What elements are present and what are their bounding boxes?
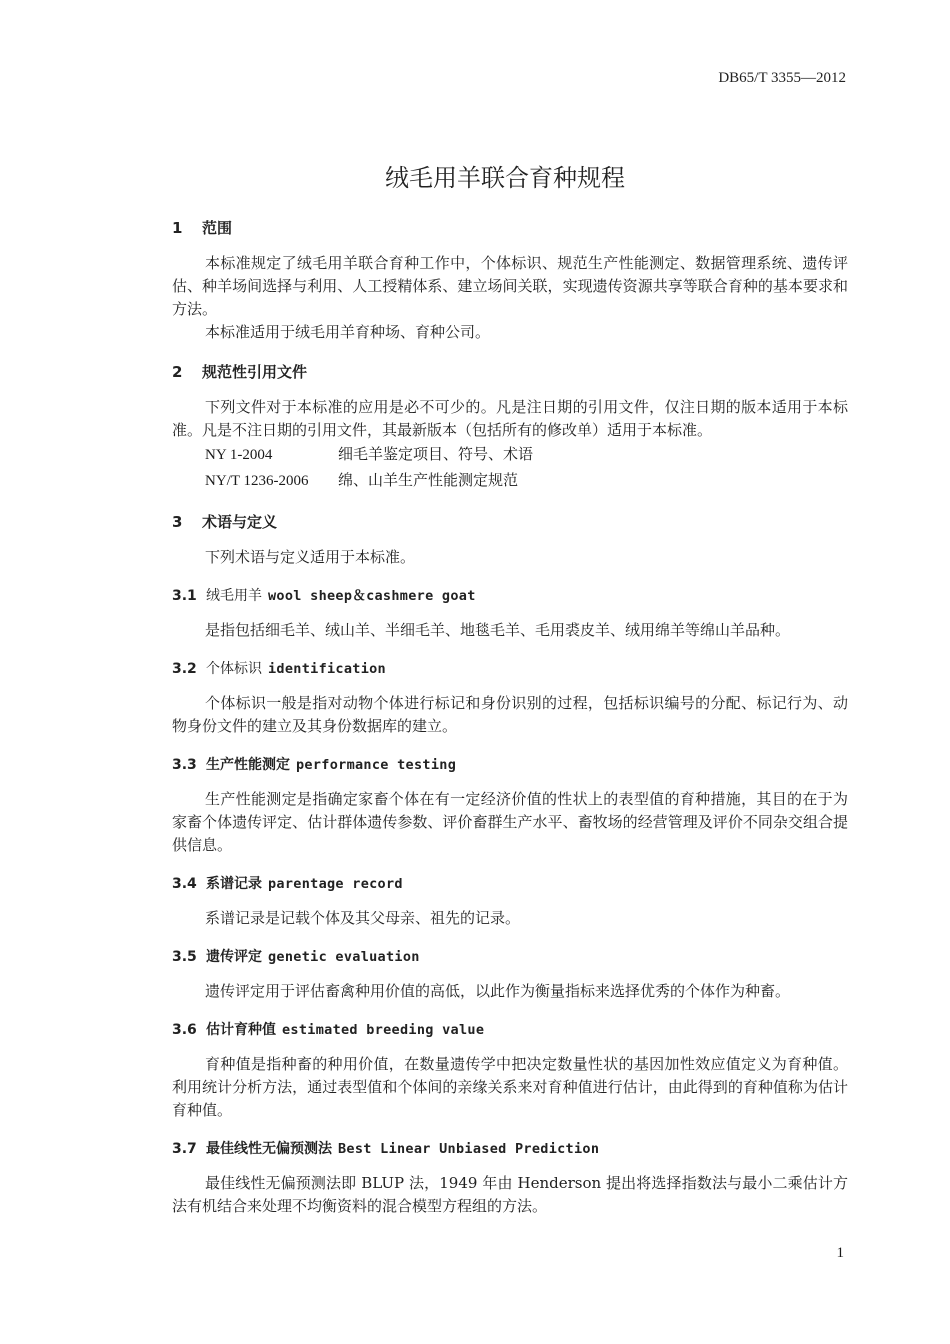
term-definition: 是指包括细毛羊、绒山羊、半细毛羊、地毯毛羊、毛用裘皮羊、绒用绵羊等绵山羊品种。 [205,621,791,639]
term-heading [172,1136,848,1162]
term-heading [172,752,848,778]
reference-code: NY 1-2004 [205,447,273,463]
term-definition: 系谱记录是记载个体及其父母亲、祖先的记录。 [205,909,521,927]
paragraph: 下列术语与定义适用于本标准。 [205,548,416,566]
term-chinese: 个体标识 [206,661,262,677]
term-english: wool sheep＆cashmere goat [268,588,476,604]
term-heading [172,656,848,682]
term-3-6 [172,1017,848,1122]
term-definition: 育种值是指种畜的种用价值，在数量遗传学中把决定数量性状的基因加性效应值定义为育种值。利用统计分析方法，通过表型值和个体间的亲缘关系来对育种值进行估计，由此得到的育种值称为估计育种值。 [172,1055,848,1119]
term-3-2 [172,656,848,738]
term-definition: 遗传评定用于评估畜禽种用价值的高低，以此作为衡量指标来选择优秀的个体作为种畜。 [205,982,791,1000]
term-3-7 [172,1136,848,1218]
term-chinese: 最佳线性无偏预测法 [206,1141,332,1157]
paragraph: 本标准规定了绒毛用羊联合育种工作中，个体标识、规范生产性能测定、数据管理系统、遗传评估、种羊场间选择与利用、人工授精体系、建立场间关联，实现遗传资源共享等联合育种的基本要求和方法。 [172,254,848,318]
page-number: 1 [836,1245,844,1261]
term-3-4 [172,871,848,930]
paragraph: 本标准适用于绒毛用羊育种场、育种公司。 [205,323,491,341]
section-number: 2 [172,363,183,381]
term-heading [172,1017,848,1043]
term-definition: 生产性能测定是指确定家畜个体在有一定经济价值的性状上的表型值的育种措施，其目的在于为家畜个体遗传评定、估计群体遗传参数、评价畜群生产水平、畜牧场的经营管理及评价不同杂交组合提供信息。 [172,790,848,854]
term-number: 3.4 [172,876,197,892]
term-3-5 [172,944,848,1003]
paragraph: 下列文件对于本标准的应用是必不可少的。凡是注日期的引用文件，仅注日期的版本适用于本标准。凡是不注日期的引用文件，其最新版本（包括所有的修改单）适用于本标准。 [172,398,848,439]
term-english: identification [268,661,386,677]
section-heading [172,358,848,386]
reference-title: 绵、山羊生产性能测定规范 [338,471,519,489]
term-english: genetic evaluation [268,949,420,965]
term-english: estimated breeding value [282,1022,485,1038]
document-title: 绒毛用羊联合育种规程 [385,164,625,192]
term-english: Best Linear Unbiased Prediction [338,1141,600,1157]
section-number: 1 [172,219,183,237]
reference-code: NY/T 1236-2006 [205,473,309,489]
section-heading [172,214,848,242]
document-body [172,214,848,1218]
section-number: 3 [172,513,183,531]
section-2 [172,358,848,494]
reference-item [172,442,848,468]
section-heading [172,508,848,536]
term-english: performance testing [296,757,457,773]
term-3-1 [172,583,848,642]
reference-title: 细毛羊鉴定项目、符号、术语 [338,445,534,463]
term-number: 3.5 [172,949,197,965]
section-title: 范围 [202,219,233,237]
term-chinese: 系谱记录 [206,876,262,892]
term-number: 3.2 [172,661,197,677]
reference-item [172,468,848,494]
term-number: 3.7 [172,1141,197,1157]
header-standard-code: DB65/T 3355—2012 [718,70,846,86]
term-chinese: 估计育种值 [206,1022,276,1038]
section-3 [172,508,848,1218]
term-definition: 个体标识一般是指对动物个体进行标记和身份识别的过程，包括标识编号的分配、标记行为、动物身份文件的建立及其身份数据库的建立。 [172,694,848,735]
term-heading [172,944,848,970]
term-definition: 最佳线性无偏预测法即 BLUP 法，1949 年由 Henderson 提出将选择指数法与最小二乘估计方法有机结合来处理不均衡资料的混合模型方程组的方法。 [172,1174,848,1215]
term-heading [172,583,848,609]
section-1 [172,214,848,344]
section-title: 术语与定义 [202,513,278,531]
term-3-3 [172,752,848,857]
term-number: 3.6 [172,1022,197,1038]
section-title: 规范性引用文件 [202,363,308,381]
term-heading [172,871,848,897]
term-number: 3.1 [172,588,197,604]
term-number: 3.3 [172,757,197,773]
term-chinese: 遗传评定 [206,949,262,965]
term-english: parentage record [268,876,403,892]
term-chinese: 生产性能测定 [206,757,290,773]
term-chinese: 绒毛用羊 [206,588,262,604]
